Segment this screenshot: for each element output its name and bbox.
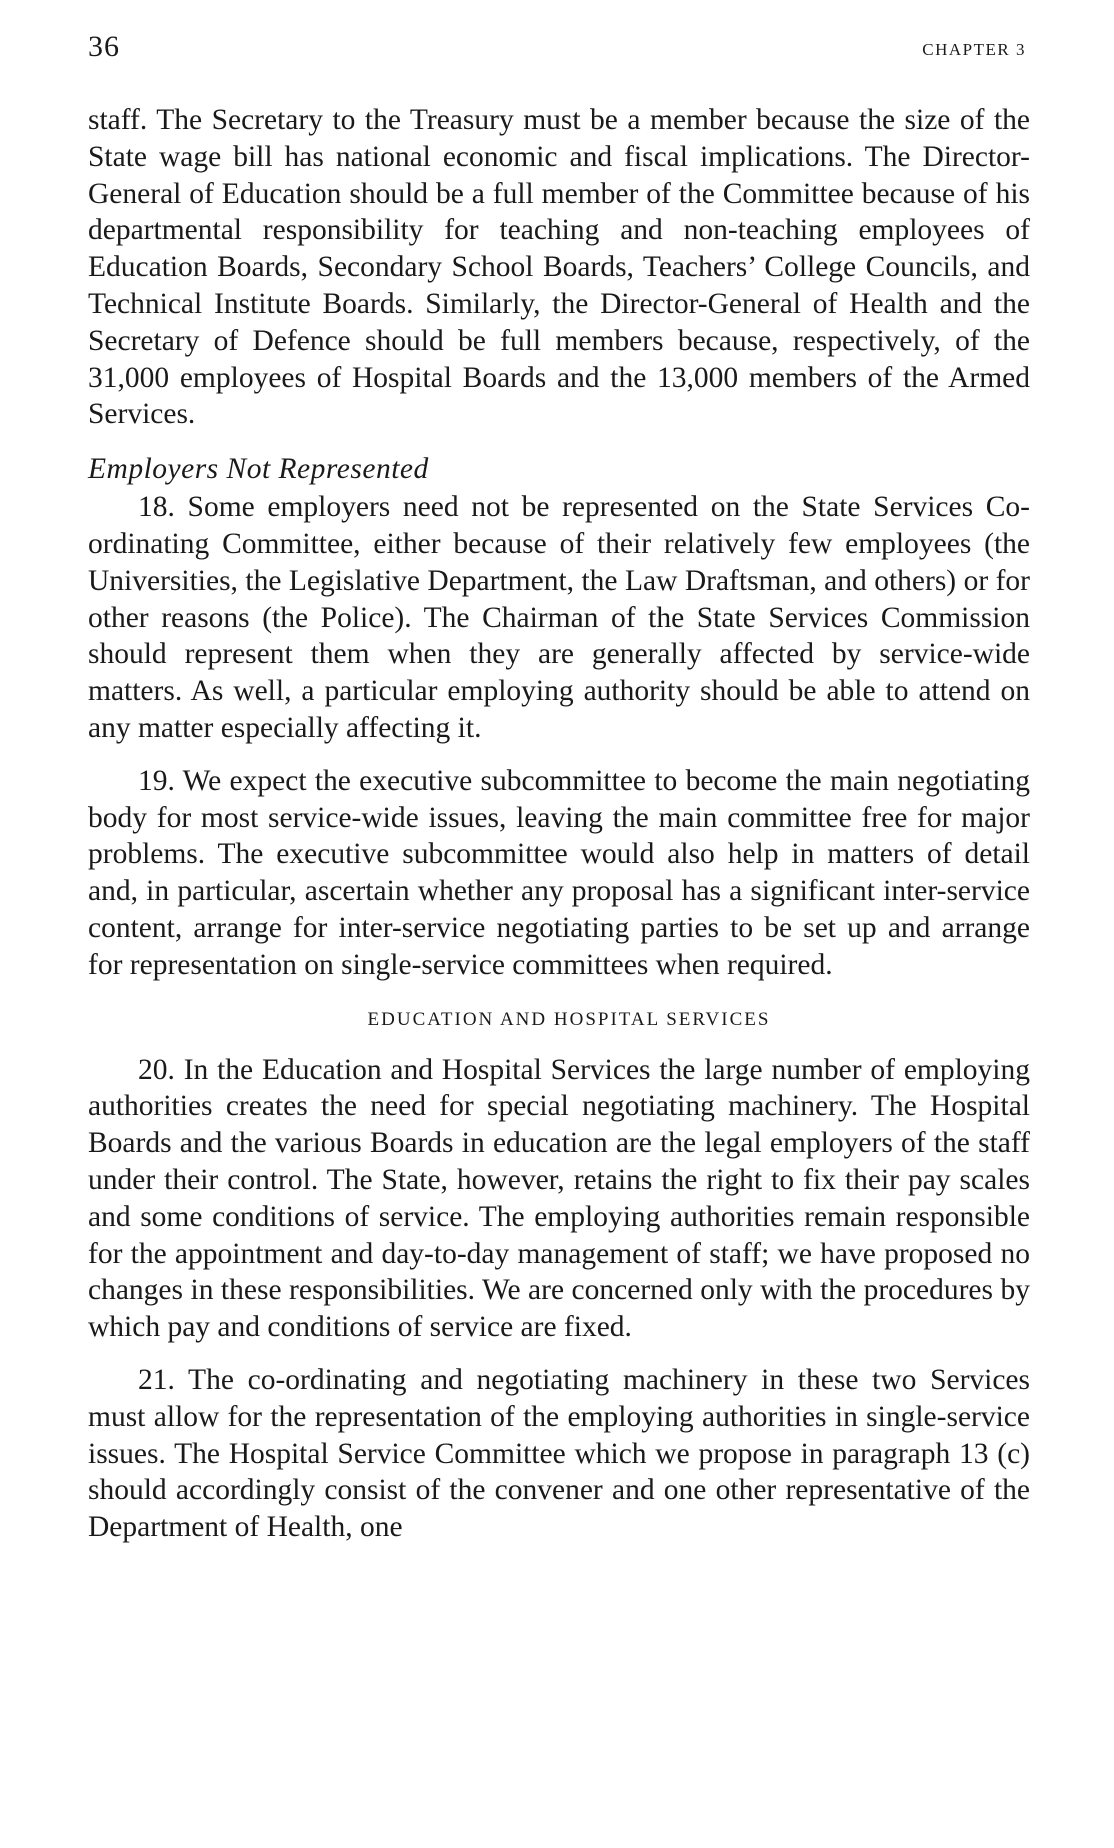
body-text [88,102,1030,1546]
subheading-employers-not-represented: Employers Not Represented [88,453,429,486]
paragraph-continued: staff. The Secretary to the Treasury must be a member because the size of the State wage bill has national economic and fiscal implications. The Director-General of Education should be a full member of the Committee because of his departmental responsibility for teaching and non-teaching employees of Education Boards, Secondary School Boards, Teachers’ College Councils, and Technical Institute Boards. Similarly, the Director-General of Health and the Secretary of Defence should be full members because, respectively, of the 31,000 employees of Hospital Boards and the 13,000 members of the Armed Services. [88,104,1030,431]
spacer [88,747,1030,763]
spacer [88,984,1030,1000]
spacer [88,1346,1030,1362]
paragraph-number: 18. [138,491,175,524]
paragraph-text: We expect the executive subcommittee to become the main negotiating body for most service-wide issues, leaving the main committee free for major problems. The executive subcommittee would also help in matters of detail and, in particular, ascertain whether any proposal has a significant inter-service content, arrange for inter-service negotiating parties to be set up and arrange for representation on single-service committees when required. [88,764,1030,981]
paragraph-20 [88,1052,1030,1346]
paragraph-number: 20. [138,1053,175,1086]
page-number: 36 [88,30,120,63]
paragraph-text: Some employers need not be represented on the State Services Co-ordinating Committee, either because of their relatively few employees (the Universities, the Legislative Department, the Law Draftsman, and others) or for other reasons (the Police). The Chairman of the State Services Commission should represent them when they are generally affected by service-wide matters. As well, a particular employing authority should be able to attend on any matter especially affecting it. [88,491,1031,744]
paragraph-number: 21. [138,1363,175,1396]
paragraph-19 [88,763,1030,984]
paragraph-number: 19. [138,764,175,797]
paragraph-text: In the Education and Hospital Services the large number of employing authorities creates the need for special negotiating machinery. The Hospital Boards and the various Boards in education are the legal employers of the staff under their control. The State, however, retains the right to fix their pay scales and some conditions of service. The employing authorities remain responsible for the appointment and day-to-day management of staff; we have proposed no changes in these responsibilities. We are concerned only with the procedures by which pay and conditions of service are fixed. [88,1053,1030,1344]
paragraph-18 [88,489,1030,747]
spacer [88,433,1030,449]
chapter-label: CHAPTER 3 [922,40,1026,59]
spacer [88,1040,1030,1052]
running-head [88,30,1026,70]
section-heading: EDUCATION AND HOSPITAL SERVICES [367,1008,771,1030]
paragraph-text: The co-ordinating and negotiating machinery in these two Services must allow for the representation of the employing authorities in single-service issues. The Hospital Service Committee which we propose in paragraph 13 (c) should accordingly consist of the convener and one other representative of the Department of Health, one [88,1363,1031,1544]
paragraph-21 [88,1362,1030,1546]
